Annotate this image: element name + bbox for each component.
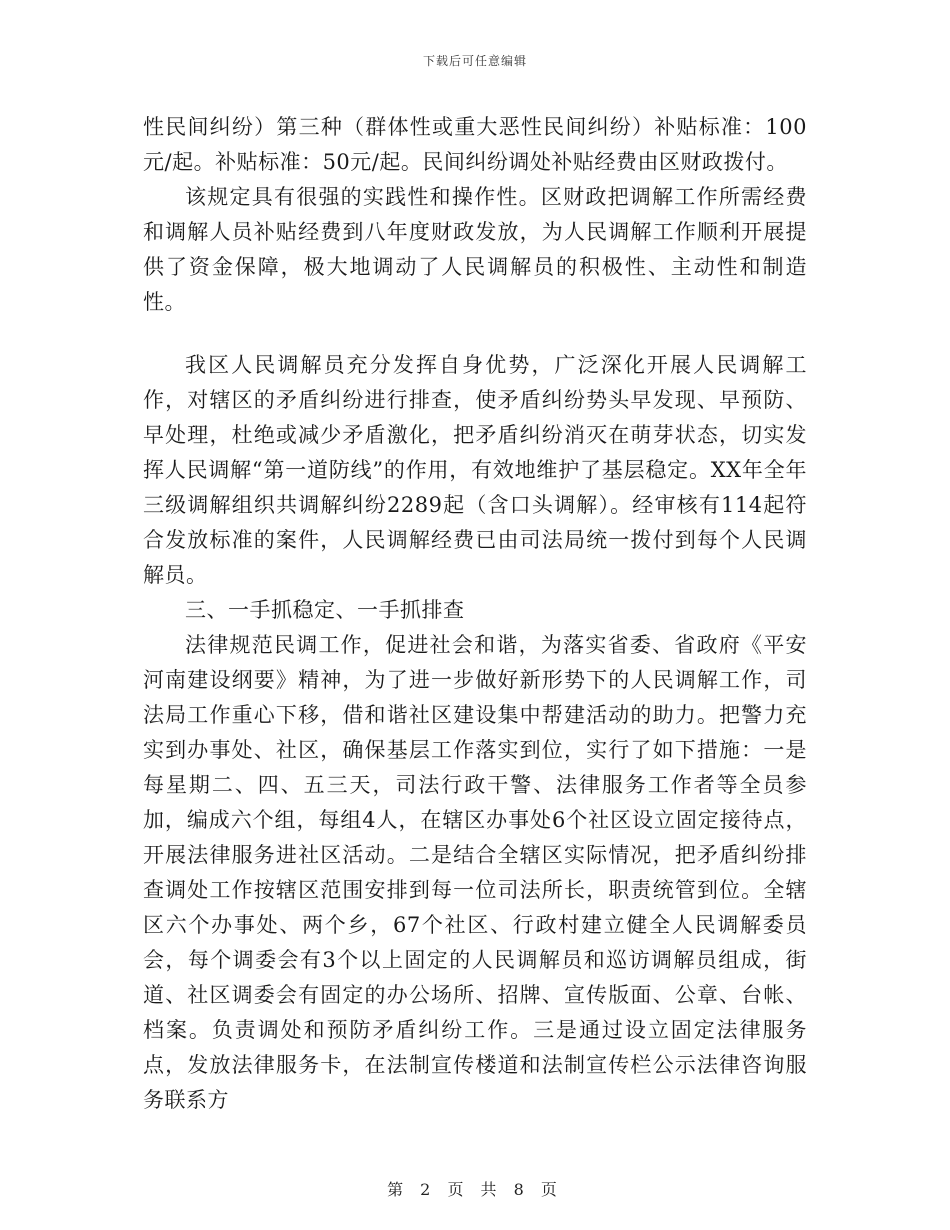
paragraph-regulation-practicality: 该规定具有很强的实践性和操作性。区财政把调解工作所需经费和调解人员补贴经费到八年度财政发放，为人民调解工作顺利开展提供了资金保障，极大地调动了人民调解员的积极性、主动性和制造性。: [143, 185, 807, 314]
paragraph-mediator-advantages: 我区人民调解员充分发挥自身优势，广泛深化开展人民调解工作，对辖区的矛盾纠纷进行排查，使矛盾纠纷势头早发现、早预防、早处理，杜绝或减少矛盾激化，把矛盾纠纷消灭在萌芽状态，切实发挥人民调解“第一道防线”的作用，有效地维护了基层稳定。XX年全年三级调解组织共调解纠纷2289起（含口头调解）。经审核有114起符合发放标准的案件，人民调解经费已由司法局统一拨付到每个人民调解员。: [143, 353, 807, 587]
page-header: 下载后可任意编辑: [422, 54, 527, 68]
section-heading-three: 三、一手抓稳定、一手抓排查: [185, 598, 465, 622]
paragraph-continuation: 性民间纠纷）第三种（群体性或重大恶性民间纠纷）补贴标准：100元/起。补贴标准：50元/起。民间纠纷调处补贴经费由区财政拨付。: [143, 115, 807, 174]
paragraph-legal-measures: 法律规范民调工作，促进社会和谐，为落实省委、省政府《平安河南建设纲要》精神，为了进一步做好新形势下的人民调解工作，司法局工作重心下移，借和谐社区建设集中帮建活动的助力。把警力充实到办事处、社区，确保基层工作落实到位，实行了如下措施：一是每星期二、四、五三天，司法行政干警、法律服务工作者等全员参加，编成六个组，每组4人，在辖区办事处6个社区设立固定接待点，开展法律服务进社区活动。二是结合全辖区实际情况，把矛盾纠纷排查调处工作按辖区范围安排到每一位司法所长，职责统管到位。全辖区六个办事处、两个乡，67个社区、行政村建立健全人民调解委员会，每个调委会有3个以上固定的人民调解员和巡访调解员组成，街道、社区调委会有固定的办公场所、招牌、宣传版面、公章、台帐、档案。负责调处和预防矛盾纠纷工作。三是通过设立固定法律服务点，发放法律服务卡，在法制宣传楼道和法制宣传栏公示法律咨询服务联系方: [143, 633, 807, 1112]
page-footer: 第 2 页 共 8 页: [387, 1180, 563, 1199]
document-body: [143, 110, 807, 1118]
